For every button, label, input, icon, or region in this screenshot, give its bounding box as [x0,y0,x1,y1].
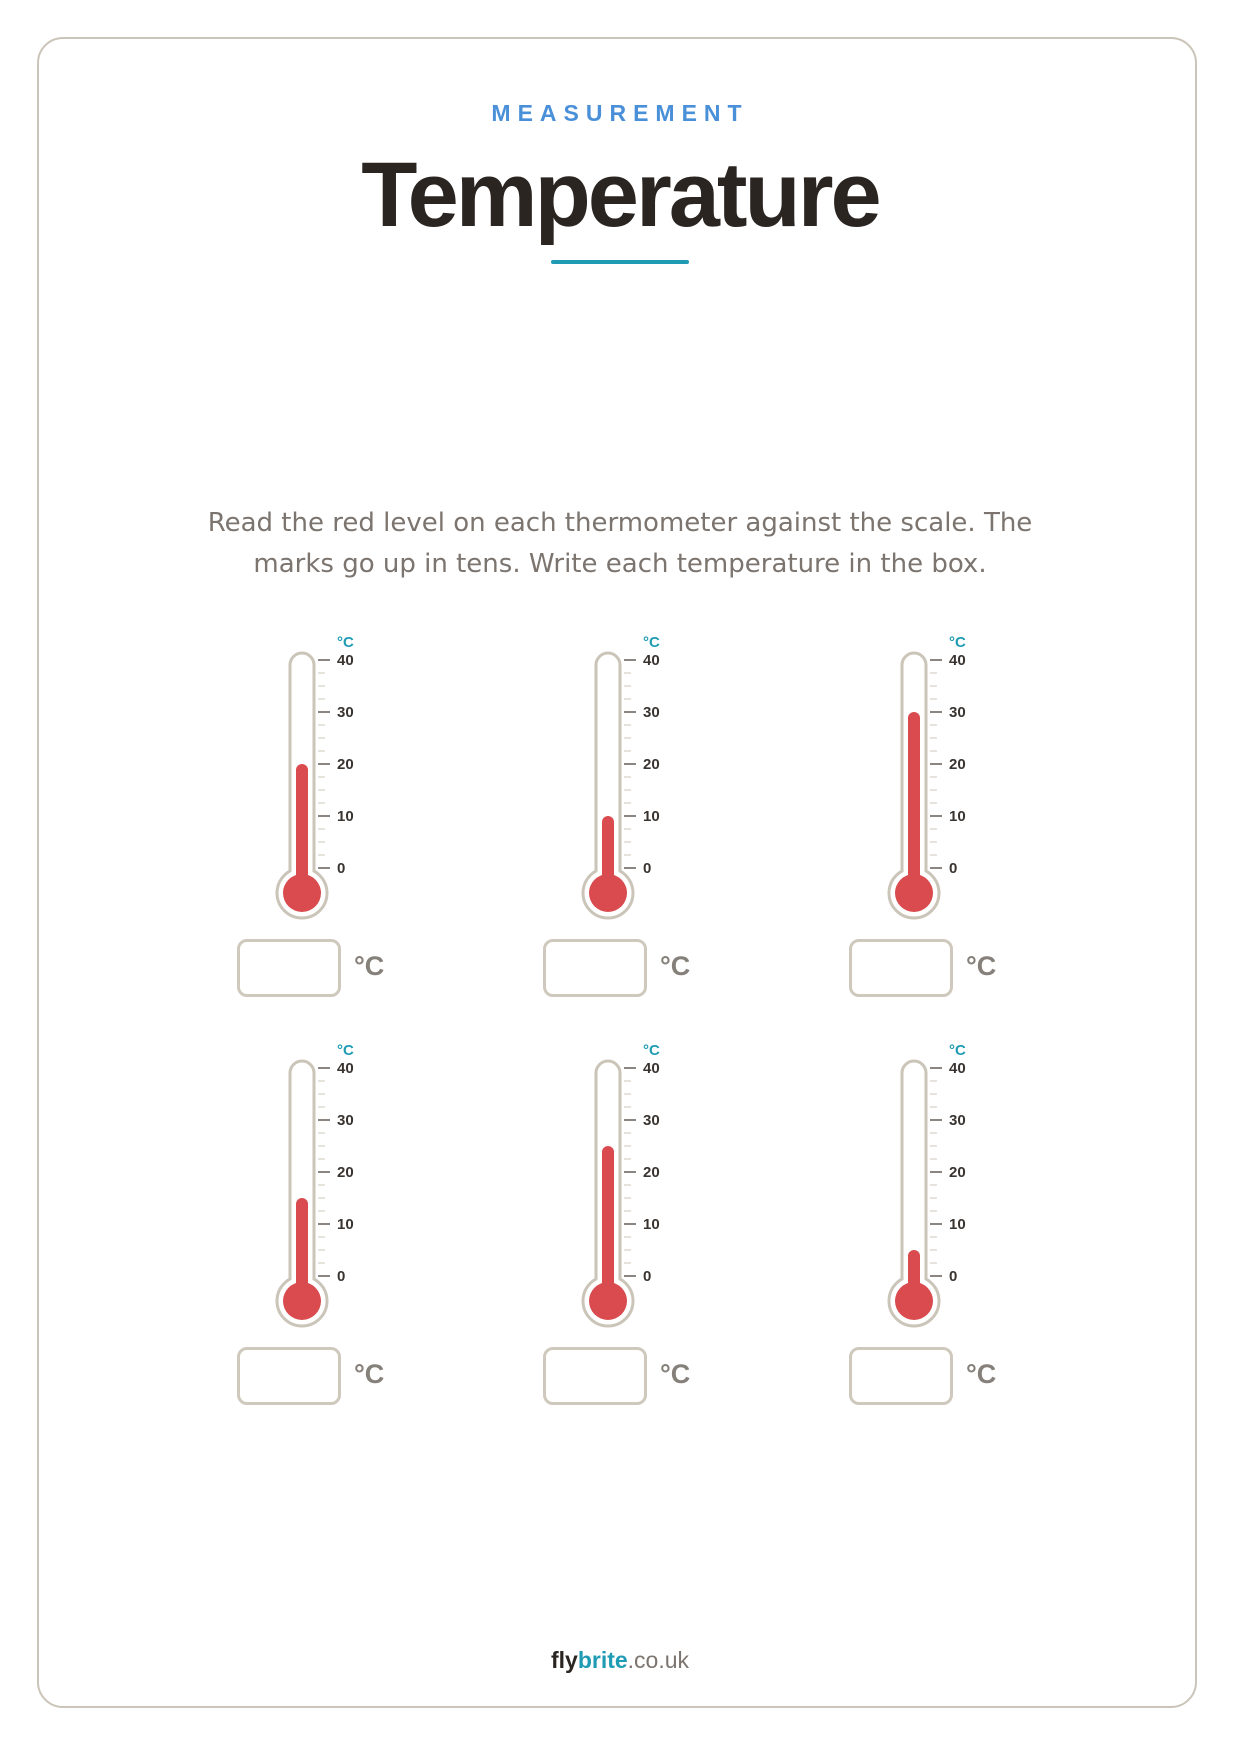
scale-label: 40 [643,652,660,669]
scale-label: 0 [337,860,346,877]
brand-brite: brite [577,1647,628,1673]
scale-label: 0 [949,1268,958,1285]
scale-label: 30 [337,704,354,721]
instructions-line-2: marks go up in tens. Write each temperature in the box. [253,549,987,579]
answer-box[interactable] [543,939,647,997]
scale-label: 20 [337,756,354,773]
scale-unit-label: °C [949,634,966,651]
answer-unit-label: °C [966,1359,997,1389]
answer-unit-label: °C [660,1359,691,1389]
mercury-bulb [283,874,321,912]
scale-label: 40 [643,1060,660,1077]
answer-unit-label: °C [660,951,691,981]
brand-fly: fly [550,1647,578,1673]
thermometer [277,1042,354,1326]
mercury-bulb [895,1282,933,1320]
brand-domain: .co.uk [627,1647,690,1673]
scale-label: 0 [643,860,652,877]
instructions-line-1: Read the red level on each thermometer against the scale. The [207,508,1033,538]
scale-label: 20 [643,756,660,773]
scale-label: 40 [337,1060,354,1077]
scale-label: 0 [337,1268,346,1285]
scale-label: 20 [949,1164,966,1181]
scale-label: 30 [949,704,966,721]
answer-unit-label: °C [354,1359,385,1389]
scale-unit-label: °C [337,634,354,651]
scale-label: 40 [949,1060,966,1077]
scale-label: 10 [643,808,660,825]
answer-box[interactable] [237,939,341,997]
scale-label: 10 [337,808,354,825]
answer-box[interactable] [849,939,953,997]
scale-unit-label: °C [643,634,660,651]
scale-label: 40 [337,652,354,669]
scale-label: 20 [337,1164,354,1181]
scale-label: 0 [949,860,958,877]
scale-label: 40 [949,652,966,669]
thermometer [277,634,354,918]
page-title: Temperature [361,144,879,246]
mercury-column [602,1146,614,1301]
scale-unit-label: °C [643,1042,660,1059]
mercury-bulb [283,1282,321,1320]
mercury-bulb [895,874,933,912]
scale-label: 30 [643,704,660,721]
thermometer [889,1042,966,1326]
scale-label: 10 [949,1216,966,1233]
scale-label: 20 [949,756,966,773]
thermometer [583,1042,660,1326]
scale-label: 30 [337,1112,354,1129]
answer-unit-label: °C [966,951,997,981]
answer-box[interactable] [849,1347,953,1405]
scale-label: 30 [643,1112,660,1129]
mercury-column [296,764,308,893]
thermometer [583,634,660,918]
scale-label: 10 [949,808,966,825]
scale-label: 20 [643,1164,660,1181]
scale-label: 10 [643,1216,660,1233]
answer-unit-label: °C [354,951,385,981]
mercury-column [908,712,920,893]
scale-unit-label: °C [337,1042,354,1059]
scale-unit-label: °C [949,1042,966,1059]
section-eyebrow: MEASUREMENT [491,100,749,126]
thermometer [889,634,966,918]
scale-label: 30 [949,1112,966,1129]
answer-box[interactable] [543,1347,647,1405]
scale-label: 10 [337,1216,354,1233]
scale-label: 0 [643,1268,652,1285]
mercury-bulb [589,874,627,912]
mercury-bulb [589,1282,627,1320]
footer-brand [0,1647,1240,1674]
answer-box[interactable] [237,1347,341,1405]
